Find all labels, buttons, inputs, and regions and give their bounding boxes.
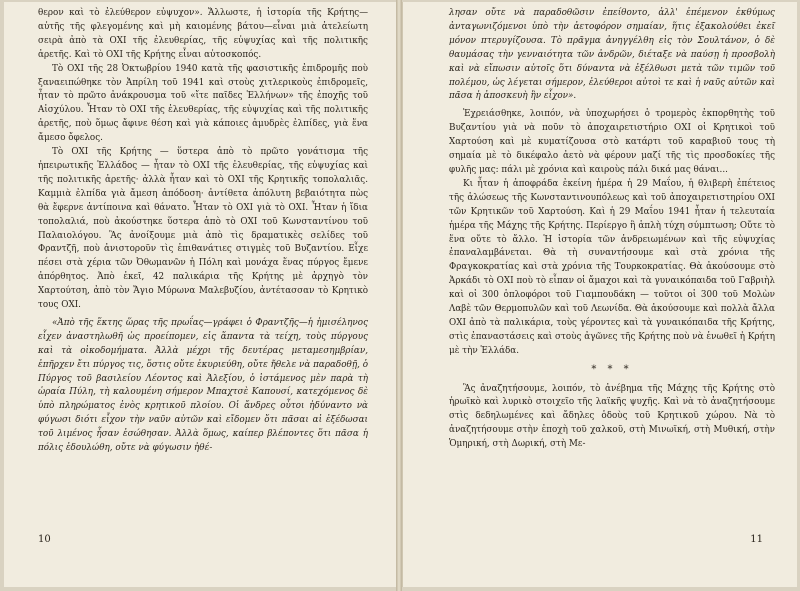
- left-page: [4, 2, 397, 587]
- paragraph: Κι ἦταν ἡ ἀποφράδα ἐκείνη ἡμέρα ἡ 29 Μαΐου, ἡ θλιβερὴ ἐπέτειος τῆς ἁλώσεως τῆς Κωνσταντινουπόλεως καὶ τοῦ ἀποχαιρετιστηρίου ΟΧΙ τῶν Κρητικῶν τοῦ Χαρτούση. Καὶ ἡ 29 Μαΐου 1941 ἦταν ἡ τελευταία ἡμέρα τῆς Μάχης τῆς Κρήτης. Περίεργο ἢ ἁπλὴ τύχη σύμπτωση; Οὔτε τὸ ἕνα οὔτε τὸ ἄλλο. Ἡ ἱστορία τῶν ἀνδρειωμένων καὶ τῆς εὐψυχίας ἐπαναλαμβάνεται. Θὰ τὴ συναντήσουμε καὶ στὰ χρόνια τῆς Φραγκοκρατίας καὶ στὰ χρόνια τῆς Τουρκοκρατίας. Θὰ ἀκούσουμε στὸ Ἀρκάδι τὸ ΟΧΙ ποὺ τὸ εἶπαν οἱ ἄμαχοι καὶ τὰ γυναικόπαιδα τοῦ Γαβριὴλ καὶ οἱ 300 ὁπλοφόροι τοῦ Γιαμπουδάκη — τοῦτοι οἱ 300 τοῦ Μολὼν Λαβὲ τῶν Θερμοπυλῶν καὶ τοῦ Λεωνίδα. Θὰ ἀκούσουμε καὶ πολλὰ ἄλλα ΟΧΙ ἀπὸ τὰ παλικάρια, τοὺς γέροντες καὶ τὰ γυναικόπαιδα τῆς Κρήτης, στὶς ἐπαναστάσεις καὶ στοὺς ἀγῶνες τῆς Κρήτης ποὺ νὰ ἑνωθεῖ ἡ Κρήτη μὲ τὴν Ἑλλάδα.: [449, 178, 775, 356]
- paragraph: Τὸ ΟΧΙ τῆς 28 Ὀκτωβρίου 1940 κατὰ τῆς φασιστικῆς ἐπιδρομῆς ποὺ ξαναειπώθηκε τὸν Ἀπρίλη τοῦ 1941 καὶ στοὺς χιτλερικοὺς ἐπιδρομεῖς, ἦταν τὸ πρῶτο ἀνάκρουσμα τοῦ «ἴτε παῖδες Ἑλλήνων» τῆς ἐποχῆς τοῦ Αἰσχύλου. Ἦταν τὸ ΟΧΙ τῆς ἐλευθερίας, τῆς εὐψυχίας καὶ τῆς πολιτικῆς ἀρετῆς, ποὺ ὅμως ἄφινε θέση καὶ γιὰ κάποιες ἀμυδρὲς ἐλπίδες, γιὰ ἕνα ἄμεσο ὄφελος.: [38, 63, 368, 144]
- page-number-right: 11: [750, 534, 763, 545]
- paragraph: Ἐχρειάσθηκε, λοιπόν, νὰ ὑποχωρήσει ὁ τρομερὸς ἐκπορθητὴς τοῦ Βυζαντίου γιὰ νὰ ποῦν τὸ ἀποχαιρετιστήριο ΟΧΙ οἱ Κρητικοὶ τοῦ Χαρτούση καὶ μὲ κυματίζουσα στὸ κατάρτι τοῦ καραβιοῦ τους τὴ σημαία μὲ τὸ δικέφαλο ἀετὸ νὰ φέρουν μαζί τῆς τὶς προσδοκίες τῆς φυλῆς μας: πάλι μὲ χρόνια καὶ καιροὺς πάλι δικά μας θάναι...: [449, 109, 775, 175]
- right-page: [402, 2, 797, 587]
- left-page-text: [38, 7, 368, 456]
- right-page-text: [449, 7, 775, 452]
- paragraph: Τὸ ΟΧΙ τῆς Κρήτης — ὕστερα ἀπὸ τὸ πρῶτο γονάτισμα τῆς ἠπειρωτικῆς Ἑλλάδος — ἦταν τὸ ΟΧΙ τῆς ἐλευθερίας, τῆς εὐψυχίας καὶ τῆς πολιτικῆς ἀρετῆς· ἀλλὰ ἦταν καὶ τὸ ΟΧΙ τῆς Κρητικῆς τοπολαλιᾶς. Καμμιὰ ἐλπίδα γιὰ ἄμεση ἀπόδοση· ἀντίθετα ἀπόλυτη βεβαιότητα πὼς θὰ ἔφερνε ἀντίποινα καὶ θάνατο. Ἦταν τὸ ΟΧΙ γιὰ τὸ ΟΧΙ. Ἦταν ἡ ἴδια τοπολαλιά, ποὺ ἀκούστηκε ὕστερα ἀπὸ τὸ ΟΧΙ τοῦ Κωνσταντίνου τοῦ Παλαιολόγου. Ἂς ἀνοίξουμε μιὰ ἀπὸ τὶς δραματικὲς σελίδες τοῦ Φραντζῆ, ποὺ ἀνιστοροῦν τὶς ἐπιθανάτιες στιγμὲς τοῦ Βυζαντίου. Εἶχε πέσει στὰ χέρια τῶν Ὀθωμανῶν ἡ Πόλη καὶ μονάχα ἕνας πύργος ἔμενε ἀπόρθητος. Ἀπὸ ἐκεῖ, 42 παλικάρια τῆς Κρήτης μὲ ἀρχηγὸ τὸν Χαρτούτση, ἀπὸ τὸν Ἄγιο Μύρωνα Μαλεβυζίου, ἀντέτασσαν τὸ Κρητικὸ τους ΟΧΙ.: [38, 147, 368, 311]
- section-separator: * * *: [591, 363, 633, 375]
- quote-block: «Ἀπὸ τῆς ἕκτης ὥρας τῆς πρωΐας—γράφει ὁ Φραντζῆς—ἡ ἡμισέληνος εἶχεν ἀναστηλωθῆ ὡς προείπομεν, εἰς ἅπαντα τὰ τείχη, τοὺς πύργους καὶ τὰ οἰκοδομήματα. Ἀλλὰ μέχρι τῆς δευτέρας μεταμεσημβρίαν, ἐπῆρχεν ἔτι πύργος τις, ὅστις οὔτε ἐκυριεύθη, οὔτε ἤθελε νὰ παραδοθῇ, ὁ Πύργος τοῦ βασιλείου Λέοντος καὶ Ἀλεξίου, ὁ ἱστάμενος μὲν παρὰ τὴ ὡραία Πύλη, τὴ καλουμένη σήμερον Μπαχτσὲ Καπουσί, κατεχόμενος δὲ ὑπὸ πληρώματος ἑνὸς κρητικοῦ πλοίου. Οἱ ἄνδρες οὗτοι ἠδύναντο νὰ φύγωσι διότι εἶχον τὴν ναῦν αὐτῶν καὶ εἴδομεν ὅτι πᾶσαι αἱ ἐξέδωσαι τοῦ λιμένος ἦσαν ἐσώθησαν. Ἀλλὰ ὅμως, καίπερ βλέποντες ὅτι πᾶσα ἡ πόλις ἐδουλώθη, οὔτε νὰ φύγωσιν ἠθέ-: [38, 317, 368, 454]
- paragraph: θερον καὶ τὸ ἐλεύθερον εὐψυχον». Ἄλλωστε, ἡ ἱστορία τῆς Κρήτης—αὐτῆς τῆς φλεγομένης καὶ μὴ καιομένης βάτου—εἶναι μιὰ ἀτελείωτη σειρὰ ἀπὸ τὰ ΟΧΙ τῆς ἐλευθερίας, τῆς εὐψυχίας καὶ τῆς πολιτικῆς ἀρετῆς. Καὶ τὸ ΟΧΙ τῆς Κρήτης εἶναι αὐτοσκοπός.: [38, 8, 368, 60]
- page-number-left: 10: [38, 534, 51, 545]
- quote-continuation: λησαν οὔτε νὰ παραδοθῶσιν ἐπείθοντο, ἀλλ' ἐπέμενον ἐκθύμως ἀνταγωνιζόμενοι ὑπὸ τὴν ἀετοφόρον σημαίαν, ἥτις ἐξακολούθει ἐκεῖ μόνον πτερυγίζουσα. Τὸ πρᾶγμα ἀνηγγέλθη εἰς τὸν Σουλτάνον, ὁ δὲ θαυμάσας τὴν γενναιότητα τῶν ἀνδρῶν, διέταξε νὰ παύσῃ ἡ προσβολὴ καὶ νὰ εἴπωσιν αὐτοῖς ὅτι δύναντα νὰ ἐξέλθωσι μετὰ τῶν τιμῶν τοῦ πολέμου, ὡς λέγεται σήμερον, ἐλεύθεροι αὐτοὶ τε καὶ ἡ ναῦς αὐτῶν καὶ πᾶσα ἡ ἀποσκευὴ ἢν εἶχον».: [449, 8, 775, 102]
- paragraph: Ἂς ἀναζητήσουμε, λοιπόν, τὸ ἀνέβημα τῆς Μάχης τῆς Κρήτης στὸ ἡρωϊκὸ καὶ λυρικὸ στοιχεῖο τῆς λαϊκῆς ψυχῆς. Καὶ νὰ τὸ ἀναζητήσουμε στὶς δεδηλωμένες καὶ ἄδηλες ὁδοὺς τοῦ Κρητικοῦ χώρου. Νὰ τὸ ἀναζητήσουμε στὴν ἐποχὴ τοῦ χαλκοῦ, στὴ Μινωϊκή, στὴ Μυθική, στὴν Ὁμηρική, στὴ Δωρική, στὴ Με-: [449, 383, 775, 450]
